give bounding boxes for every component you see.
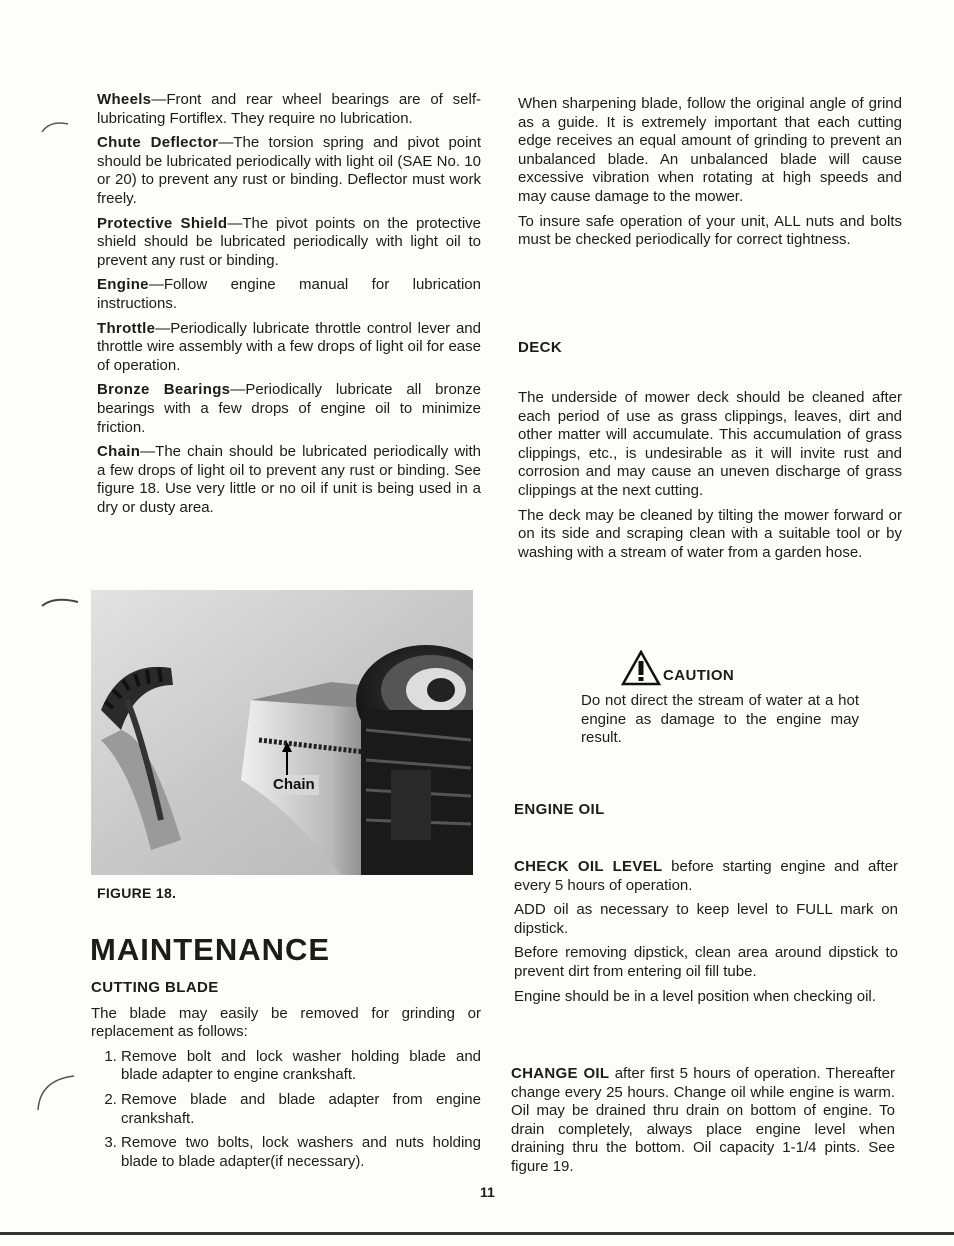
paragraph-add-oil: ADD oil as necessary to keep level to FULL mark on dipstick. (514, 901, 898, 937)
blade-steps-list (91, 1048, 481, 1172)
heading-deck: DECK (518, 339, 563, 356)
warning-triangle-icon (621, 650, 661, 686)
page-number: 11 (480, 1184, 495, 1200)
figure-18-photo (91, 590, 473, 875)
list-item: 1. Remove bolt and lock washer holding blade and blade adapter to engine crankshaft. (121, 1048, 481, 1085)
paragraph-before-removing: Before removing dipstick, clean area around dipstick to prevent dirt from entering oil fill tube. (514, 944, 898, 980)
chain-photo-illustration (91, 590, 473, 875)
paragraph-deck-2: The deck may be cleaned by tilting the mower forward or on its side and scraping clean with a suitable tool or by washing with a stream of water from a garden hose. (518, 506, 902, 561)
engine-shape (356, 645, 473, 875)
paragraph-sharpening: When sharpening blade, follow the original angle of grind as a guide. It is extremely important that each cutting edge receives an equal amount of grinding to prevent an unbalanced blade. An unbalanced blade will cause excessive vibration when rotating at high speeds and may cause damage to the mower. (518, 95, 902, 205)
caution-title (621, 650, 859, 686)
deck-section (518, 339, 902, 358)
paragraph-engine: Engine—Follow engine manual for lubrication instructions. (97, 276, 481, 312)
blade-sharpening-section (518, 95, 902, 256)
list-item: 3. Remove two bolts, lock washers and nuts holding blade to blade adapter(if necessary). (121, 1134, 481, 1171)
bottom-rule (0, 1232, 954, 1235)
heading-cutting-blade: CUTTING BLADE (91, 979, 219, 996)
paragraph-chute-deflector: Chute Deflector—The torsion spring and pivot point should be lubricated periodically with light oil (SAE No. 10 or 20) to prevent any rust or binding. Deflector must work freely. (97, 134, 481, 207)
engine-oil-section (514, 801, 898, 820)
paragraph-check-oil: CHECK OIL LEVEL before starting engine and after every 5 hours of operation. (514, 858, 898, 894)
caution-text: Do not direct the stream of water at a hot engine as damage to the engine may result. (581, 692, 859, 747)
paragraph-level-position: Engine should be in a level position when checking oil. (514, 987, 876, 1005)
scan-mark (40, 118, 70, 134)
figure-label-chain: Chain (273, 776, 315, 793)
paragraph-change-oil: CHANGE OIL after first 5 hours of operation. Thereafter change every 25 hours. Change oil while engine is warm. Oil may be drained thru drain on bottom of engine. To drain completely, always place engine level when draining thru the bottom. Oil capacity 1-1/4 pints. See figure 19. (511, 1065, 895, 1175)
list-item: 2. Remove blade and blade adapter from engine crankshaft. (121, 1091, 481, 1128)
heading-engine-oil: ENGINE OIL (514, 801, 605, 818)
cutting-blade-section (91, 979, 481, 1177)
lubrication-section (97, 91, 481, 523)
deck-body (518, 389, 902, 568)
paragraph-bronze-bearings: Bronze Bearings—Periodically lubricate all bronze bearings with a few drops of engine oil to minimize friction. (97, 381, 481, 436)
caution-label: CAUTION (663, 667, 735, 685)
paragraph-throttle: Throttle—Periodically lubricate throttle control lever and throttle wire assembly with a few drops of light oil for ease of operation. (97, 319, 481, 374)
figure-caption: FIGURE 18. (97, 885, 177, 901)
change-oil-section (511, 1065, 895, 1183)
section-title-maintenance: MAINTENANCE (90, 932, 331, 967)
scan-mark (40, 596, 80, 610)
engine-oil-body (514, 858, 898, 1012)
scan-mark (36, 1072, 76, 1112)
paragraph-deck-1: The underside of mower deck should be cleaned after each period of use as grass clippings, leaves, dirt and other matter will accumulate. This accumulation of grass clippings, etc., is undesirable as it will invite rust and corrosion and may cause an uneven discharge of grass clippings at the next cutting. (518, 389, 902, 499)
paragraph-wheels: Wheels—Front and rear wheel bearings are of self-lubricating Fortiflex. They require no lubrication. (97, 91, 481, 127)
paragraph-chain: Chain—The chain should be lubricated periodically with a few drops of light oil to prevent any rust or binding. See figure 18. Use very little or no oil if unit is being used in a dry or dusty area. (97, 443, 481, 516)
caution-box (581, 650, 859, 754)
paragraph-nuts-bolts: To insure safe operation of your unit, ALL nuts and bolts must be checked periodically for correct tightness. (518, 212, 902, 249)
paragraph-protective-shield: Protective Shield—The pivot points on the protective shield should be lubricated periodically with light oil to prevent any rust or binding. (97, 214, 481, 269)
blade-intro: The blade may easily be removed for grinding or replacement as follows: (91, 1004, 481, 1041)
